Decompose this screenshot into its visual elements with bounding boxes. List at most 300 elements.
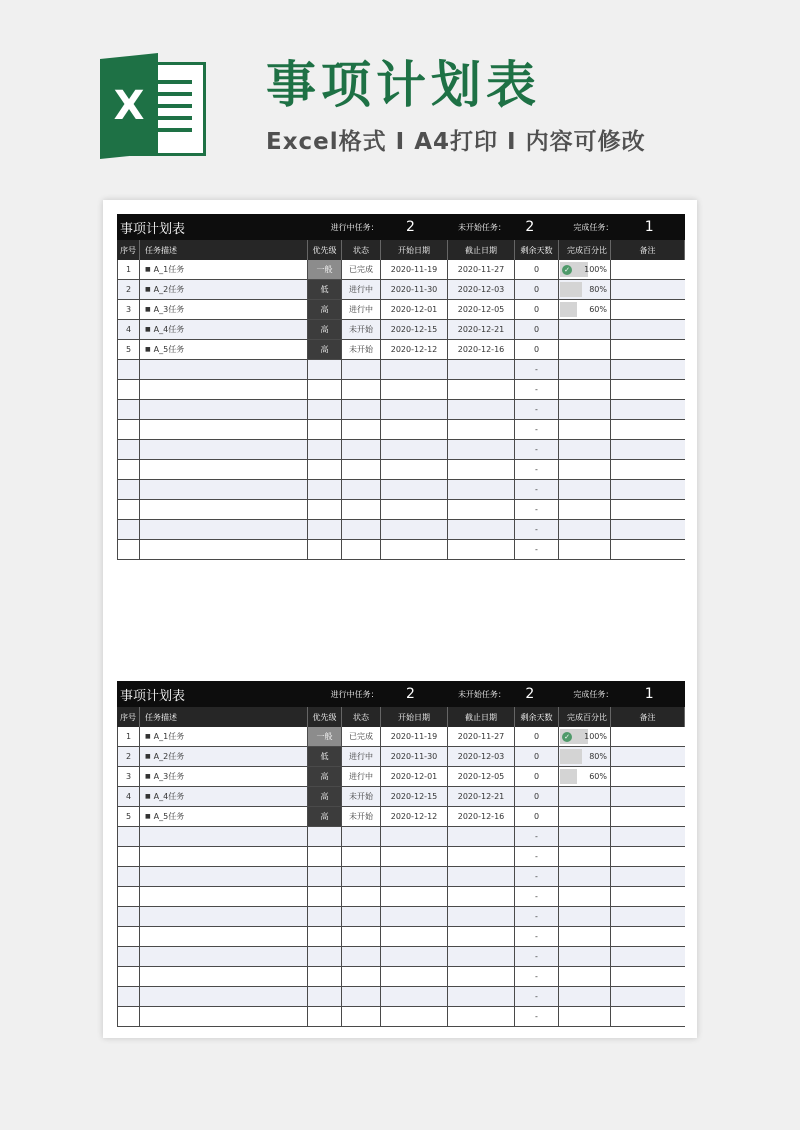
empty-cell[interactable] xyxy=(559,847,611,866)
empty-cell[interactable] xyxy=(448,987,515,1006)
empty-cell[interactable] xyxy=(117,540,140,559)
empty-cell[interactable] xyxy=(559,540,611,559)
priority-cell[interactable]: 一般 xyxy=(308,727,342,746)
empty-cell[interactable] xyxy=(559,1007,611,1026)
task-description-cell[interactable] xyxy=(140,767,308,786)
table-row xyxy=(117,340,685,360)
empty-cell[interactable]: - xyxy=(515,500,559,519)
empty-cell[interactable] xyxy=(308,520,342,539)
empty-cell[interactable]: - xyxy=(515,827,559,846)
bullet-icon: ■ xyxy=(145,773,151,780)
empty-cell[interactable] xyxy=(381,867,448,886)
empty-cell[interactable] xyxy=(381,1007,448,1026)
in-progress-label: 进行中任务： xyxy=(330,222,379,232)
empty-cell[interactable] xyxy=(308,927,342,946)
empty-cell[interactable] xyxy=(308,400,342,419)
table-row xyxy=(117,807,685,827)
empty-cell[interactable] xyxy=(559,440,611,459)
table-row xyxy=(117,320,685,340)
empty-cell[interactable] xyxy=(308,480,342,499)
empty-cell[interactable] xyxy=(342,907,381,926)
task-description-cell[interactable] xyxy=(140,320,308,339)
empty-cell[interactable] xyxy=(117,987,140,1006)
empty-cell[interactable] xyxy=(140,540,308,559)
bullet-icon: ■ xyxy=(145,346,151,353)
percent-complete-cell[interactable] xyxy=(559,280,611,299)
empty-cell[interactable] xyxy=(448,967,515,986)
empty-cell[interactable] xyxy=(140,867,308,886)
task-description: A_3任务 xyxy=(153,305,185,314)
end-date-cell[interactable]: 2020-11-27 xyxy=(448,727,515,746)
empty-cell[interactable] xyxy=(381,420,448,439)
empty-cell[interactable] xyxy=(611,1007,685,1026)
empty-cell[interactable] xyxy=(611,380,685,399)
empty-cell[interactable] xyxy=(381,887,448,906)
empty-cell[interactable] xyxy=(342,947,381,966)
empty-cell[interactable] xyxy=(342,500,381,519)
empty-cell[interactable] xyxy=(559,400,611,419)
empty-cell[interactable] xyxy=(117,360,140,379)
empty-cell[interactable] xyxy=(448,400,515,419)
empty-cell[interactable]: - xyxy=(515,360,559,379)
empty-cell[interactable] xyxy=(342,540,381,559)
row-index: 2 xyxy=(117,280,140,299)
status-cell[interactable]: 未开始 xyxy=(342,320,381,339)
empty-cell[interactable] xyxy=(559,987,611,1006)
remaining-days-cell: 0 xyxy=(515,300,559,319)
empty-cell[interactable] xyxy=(308,380,342,399)
task-description-cell[interactable] xyxy=(140,300,308,319)
task-description-cell[interactable] xyxy=(140,260,308,279)
start-date-cell[interactable]: 2020-12-15 xyxy=(381,320,448,339)
row-index: 4 xyxy=(117,320,140,339)
priority-cell[interactable]: 低 xyxy=(308,280,342,299)
empty-cell[interactable] xyxy=(448,927,515,946)
priority-cell[interactable]: 高 xyxy=(308,767,342,786)
empty-cell[interactable] xyxy=(448,500,515,519)
empty-cell[interactable]: - xyxy=(515,887,559,906)
notes-cell[interactable] xyxy=(611,787,685,806)
bullet-icon: ■ xyxy=(145,326,151,333)
empty-cell[interactable] xyxy=(308,847,342,866)
empty-cell[interactable] xyxy=(117,440,140,459)
priority-cell[interactable]: 低 xyxy=(308,747,342,766)
empty-cell[interactable] xyxy=(611,440,685,459)
not-started-label: 未开始任务： xyxy=(457,222,506,232)
empty-cell[interactable] xyxy=(611,987,685,1006)
empty-cell[interactable] xyxy=(308,967,342,986)
empty-cell[interactable] xyxy=(611,360,685,379)
notes-cell[interactable] xyxy=(611,260,685,279)
empty-cell[interactable]: - xyxy=(515,440,559,459)
empty-cell[interactable] xyxy=(611,907,685,926)
empty-cell[interactable] xyxy=(140,440,308,459)
bullet-icon: ■ xyxy=(145,813,151,820)
start-date-cell[interactable]: 2020-12-01 xyxy=(381,767,448,786)
empty-cell[interactable] xyxy=(611,927,685,946)
status-cell[interactable]: 进行中 xyxy=(342,747,381,766)
empty-cell[interactable]: - xyxy=(515,460,559,479)
status-cell[interactable]: 进行中 xyxy=(342,767,381,786)
percent-text: 80% xyxy=(589,752,607,761)
percent-complete-cell[interactable] xyxy=(559,300,611,319)
empty-cell[interactable] xyxy=(611,887,685,906)
percent-text: 80% xyxy=(589,285,607,294)
in-progress-count: 2 xyxy=(405,219,415,235)
task-description: A_5任务 xyxy=(153,812,185,821)
status-cell[interactable]: 进行中 xyxy=(342,280,381,299)
empty-cell[interactable] xyxy=(381,827,448,846)
empty-cell[interactable]: - xyxy=(515,1007,559,1026)
empty-cell[interactable] xyxy=(381,847,448,866)
empty-cell[interactable] xyxy=(308,1007,342,1026)
empty-cell[interactable] xyxy=(611,460,685,479)
empty-cell[interactable]: - xyxy=(515,540,559,559)
sheet-title: 事项计划表 xyxy=(120,221,186,237)
priority-cell[interactable]: 高 xyxy=(308,320,342,339)
empty-row xyxy=(117,967,685,987)
empty-cell[interactable] xyxy=(611,847,685,866)
empty-cell[interactable] xyxy=(140,400,308,419)
end-date-cell[interactable]: 2020-12-05 xyxy=(448,300,515,319)
empty-cell[interactable] xyxy=(308,867,342,886)
empty-cell[interactable] xyxy=(342,1007,381,1026)
empty-cell[interactable] xyxy=(448,420,515,439)
empty-cell[interactable] xyxy=(342,927,381,946)
empty-cell[interactable] xyxy=(448,540,515,559)
empty-cell[interactable] xyxy=(342,440,381,459)
task-description-cell[interactable] xyxy=(140,340,308,359)
end-date-cell[interactable]: 2020-12-03 xyxy=(448,280,515,299)
empty-cell[interactable] xyxy=(117,500,140,519)
priority-cell[interactable]: 高 xyxy=(308,787,342,806)
empty-cell[interactable] xyxy=(448,947,515,966)
notes-cell[interactable] xyxy=(611,340,685,359)
task-description: A_5任务 xyxy=(153,345,185,354)
status-cell[interactable]: 进行中 xyxy=(342,300,381,319)
empty-cell[interactable] xyxy=(611,947,685,966)
empty-cell[interactable] xyxy=(308,827,342,846)
header-start-date: 开始日期 xyxy=(381,240,448,260)
status-cell[interactable]: 未开始 xyxy=(342,807,381,826)
empty-cell[interactable] xyxy=(342,420,381,439)
empty-cell[interactable] xyxy=(381,907,448,926)
empty-cell[interactable] xyxy=(140,947,308,966)
empty-cell[interactable] xyxy=(117,887,140,906)
priority-cell[interactable]: 高 xyxy=(308,300,342,319)
empty-cell[interactable] xyxy=(381,947,448,966)
empty-cell[interactable] xyxy=(117,867,140,886)
end-date-cell[interactable]: 2020-12-16 xyxy=(448,340,515,359)
priority-cell[interactable]: 高 xyxy=(308,340,342,359)
empty-cell[interactable] xyxy=(140,380,308,399)
end-date-cell[interactable]: 2020-12-16 xyxy=(448,807,515,826)
empty-cell[interactable] xyxy=(381,440,448,459)
empty-cell[interactable] xyxy=(611,480,685,499)
notes-cell[interactable] xyxy=(611,320,685,339)
end-date-cell[interactable]: 2020-11-27 xyxy=(448,260,515,279)
empty-cell[interactable] xyxy=(140,927,308,946)
empty-cell[interactable] xyxy=(611,967,685,986)
empty-row xyxy=(117,947,685,967)
empty-cell[interactable] xyxy=(559,867,611,886)
empty-cell[interactable] xyxy=(611,500,685,519)
banner xyxy=(0,0,800,180)
header-percent-complete: 完成百分比 xyxy=(559,707,611,727)
empty-cell[interactable] xyxy=(342,460,381,479)
notes-cell[interactable] xyxy=(611,807,685,826)
empty-cell[interactable]: - xyxy=(515,480,559,499)
empty-cell[interactable] xyxy=(559,500,611,519)
end-date-cell[interactable]: 2020-12-03 xyxy=(448,747,515,766)
empty-cell[interactable]: - xyxy=(515,927,559,946)
task-description-cell[interactable] xyxy=(140,280,308,299)
end-date-cell[interactable]: 2020-12-21 xyxy=(448,320,515,339)
end-date-cell[interactable]: 2020-12-21 xyxy=(448,787,515,806)
task-description: A_2任务 xyxy=(153,285,185,294)
task-description: A_3任务 xyxy=(153,772,185,781)
start-date-cell[interactable]: 2020-12-15 xyxy=(381,787,448,806)
empty-cell[interactable]: - xyxy=(515,947,559,966)
empty-cell[interactable] xyxy=(117,827,140,846)
empty-cell[interactable] xyxy=(611,540,685,559)
empty-cell[interactable] xyxy=(559,827,611,846)
start-date-cell[interactable]: 2020-12-01 xyxy=(381,300,448,319)
sheet-title: 事项计划表 xyxy=(120,688,186,704)
empty-cell[interactable] xyxy=(559,887,611,906)
empty-cell[interactable] xyxy=(140,420,308,439)
empty-cell[interactable] xyxy=(381,927,448,946)
empty-cell[interactable]: - xyxy=(515,520,559,539)
empty-cell[interactable] xyxy=(140,1007,308,1026)
table-row xyxy=(117,767,685,787)
empty-cell[interactable] xyxy=(611,420,685,439)
empty-cell[interactable] xyxy=(140,827,308,846)
priority-cell[interactable]: 高 xyxy=(308,807,342,826)
start-date-cell[interactable]: 2020-12-12 xyxy=(381,340,448,359)
remaining-days-cell: 0 xyxy=(515,787,559,806)
empty-cell[interactable] xyxy=(381,380,448,399)
empty-cell[interactable] xyxy=(140,907,308,926)
percent-complete-cell[interactable] xyxy=(559,340,611,359)
empty-cell[interactable] xyxy=(381,500,448,519)
empty-cell[interactable] xyxy=(308,540,342,559)
empty-cell[interactable] xyxy=(140,460,308,479)
empty-cell[interactable] xyxy=(342,967,381,986)
empty-cell[interactable] xyxy=(448,380,515,399)
percent-complete-cell[interactable] xyxy=(559,747,611,766)
empty-cell[interactable] xyxy=(381,967,448,986)
status-cell[interactable]: 已完成 xyxy=(342,727,381,746)
empty-row xyxy=(117,907,685,927)
empty-cell[interactable] xyxy=(308,987,342,1006)
empty-cell[interactable] xyxy=(140,480,308,499)
priority-cell[interactable]: 一般 xyxy=(308,260,342,279)
empty-cell[interactable] xyxy=(342,400,381,419)
empty-cell[interactable] xyxy=(559,520,611,539)
empty-cell[interactable] xyxy=(117,460,140,479)
empty-cell[interactable] xyxy=(117,480,140,499)
notes-cell[interactable] xyxy=(611,280,685,299)
empty-row xyxy=(117,400,685,420)
empty-cell[interactable] xyxy=(117,927,140,946)
empty-cell[interactable] xyxy=(448,827,515,846)
empty-cell[interactable] xyxy=(342,380,381,399)
empty-cell[interactable] xyxy=(117,420,140,439)
empty-cell[interactable] xyxy=(448,1007,515,1026)
empty-cell[interactable] xyxy=(342,987,381,1006)
empty-row xyxy=(117,420,685,440)
empty-cell[interactable] xyxy=(342,827,381,846)
start-date-cell[interactable]: 2020-11-19 xyxy=(381,260,448,279)
bullet-icon: ■ xyxy=(145,793,151,800)
row-index: 4 xyxy=(117,787,140,806)
empty-row xyxy=(117,440,685,460)
empty-cell[interactable] xyxy=(448,867,515,886)
task-description-cell[interactable] xyxy=(140,807,308,826)
empty-cell[interactable] xyxy=(117,847,140,866)
empty-row xyxy=(117,480,685,500)
empty-row xyxy=(117,380,685,400)
empty-cell[interactable]: - xyxy=(515,907,559,926)
task-description-cell[interactable] xyxy=(140,747,308,766)
empty-cell[interactable] xyxy=(308,500,342,519)
empty-cell[interactable] xyxy=(559,380,611,399)
empty-cell[interactable] xyxy=(381,540,448,559)
empty-cell[interactable] xyxy=(117,380,140,399)
percent-complete-cell[interactable] xyxy=(559,787,611,806)
header-status: 状态 xyxy=(342,240,381,260)
empty-row xyxy=(117,827,685,847)
empty-cell[interactable] xyxy=(559,460,611,479)
row-index: 2 xyxy=(117,747,140,766)
empty-cell[interactable] xyxy=(559,907,611,926)
empty-cell[interactable] xyxy=(611,520,685,539)
remaining-days-cell: 0 xyxy=(515,320,559,339)
notes-cell[interactable] xyxy=(611,727,685,746)
empty-cell[interactable] xyxy=(381,400,448,419)
notes-cell[interactable] xyxy=(611,747,685,766)
empty-cell[interactable] xyxy=(117,400,140,419)
empty-cell[interactable]: - xyxy=(515,967,559,986)
percent-complete-cell[interactable] xyxy=(559,320,611,339)
empty-cell[interactable] xyxy=(342,360,381,379)
empty-cell[interactable] xyxy=(140,520,308,539)
empty-cell[interactable] xyxy=(448,887,515,906)
empty-cell[interactable] xyxy=(611,827,685,846)
empty-cell[interactable] xyxy=(308,947,342,966)
empty-cell[interactable] xyxy=(381,987,448,1006)
empty-cell[interactable] xyxy=(117,907,140,926)
start-date-cell[interactable]: 2020-11-19 xyxy=(381,727,448,746)
empty-cell[interactable] xyxy=(559,947,611,966)
status-cell[interactable]: 已完成 xyxy=(342,260,381,279)
empty-cell[interactable] xyxy=(140,887,308,906)
empty-cell[interactable] xyxy=(308,907,342,926)
empty-cell[interactable] xyxy=(448,480,515,499)
empty-cell[interactable] xyxy=(448,460,515,479)
empty-cell[interactable] xyxy=(448,440,515,459)
task-description-cell[interactable] xyxy=(140,727,308,746)
empty-cell[interactable] xyxy=(117,1007,140,1026)
empty-cell[interactable] xyxy=(140,847,308,866)
progress-bar xyxy=(560,749,582,764)
empty-cell[interactable] xyxy=(140,967,308,986)
empty-cell[interactable] xyxy=(308,420,342,439)
empty-cell[interactable] xyxy=(342,847,381,866)
empty-cell[interactable] xyxy=(381,360,448,379)
task-description-cell[interactable] xyxy=(140,787,308,806)
empty-cell[interactable] xyxy=(308,887,342,906)
empty-cell[interactable] xyxy=(140,500,308,519)
empty-cell[interactable] xyxy=(559,480,611,499)
remaining-days-cell: 0 xyxy=(515,747,559,766)
status-cell[interactable]: 未开始 xyxy=(342,340,381,359)
empty-row xyxy=(117,1007,685,1027)
start-date-cell[interactable]: 2020-11-30 xyxy=(381,280,448,299)
empty-row xyxy=(117,847,685,867)
empty-cell[interactable] xyxy=(448,907,515,926)
empty-cell[interactable] xyxy=(342,887,381,906)
start-date-cell[interactable]: 2020-12-12 xyxy=(381,807,448,826)
empty-cell[interactable] xyxy=(381,520,448,539)
task-description: A_1任务 xyxy=(153,265,185,274)
empty-cell[interactable] xyxy=(381,460,448,479)
start-date-cell[interactable]: 2020-11-30 xyxy=(381,747,448,766)
percent-complete-cell[interactable] xyxy=(559,807,611,826)
header-index: 序号 xyxy=(117,240,140,260)
empty-cell[interactable] xyxy=(448,847,515,866)
empty-cell[interactable] xyxy=(140,987,308,1006)
empty-cell[interactable] xyxy=(381,480,448,499)
empty-cell[interactable] xyxy=(117,947,140,966)
empty-cell[interactable] xyxy=(448,520,515,539)
notes-cell[interactable] xyxy=(611,767,685,786)
header-start-date: 开始日期 xyxy=(381,707,448,727)
empty-cell[interactable] xyxy=(342,867,381,886)
empty-cell[interactable]: - xyxy=(515,380,559,399)
percent-complete-cell[interactable] xyxy=(559,767,611,786)
empty-cell[interactable] xyxy=(308,460,342,479)
percent-complete-cell[interactable] xyxy=(559,260,611,279)
empty-cell[interactable] xyxy=(559,360,611,379)
empty-cell[interactable] xyxy=(117,520,140,539)
header-percent-complete: 完成百分比 xyxy=(559,240,611,260)
empty-cell[interactable] xyxy=(308,440,342,459)
empty-cell[interactable]: - xyxy=(515,420,559,439)
status-cell[interactable]: 未开始 xyxy=(342,787,381,806)
percent-complete-cell[interactable] xyxy=(559,727,611,746)
end-date-cell[interactable]: 2020-12-05 xyxy=(448,767,515,786)
empty-cell[interactable]: - xyxy=(515,867,559,886)
empty-cell[interactable]: - xyxy=(515,847,559,866)
empty-cell[interactable]: - xyxy=(515,400,559,419)
empty-cell[interactable] xyxy=(611,400,685,419)
empty-cell[interactable] xyxy=(559,420,611,439)
notes-cell[interactable] xyxy=(611,300,685,319)
plan-table xyxy=(117,214,685,560)
empty-cell[interactable] xyxy=(448,360,515,379)
empty-cell[interactable] xyxy=(140,360,308,379)
empty-cell[interactable] xyxy=(342,480,381,499)
empty-cell[interactable] xyxy=(308,360,342,379)
empty-cell[interactable] xyxy=(611,867,685,886)
empty-cell[interactable] xyxy=(559,927,611,946)
empty-cell[interactable] xyxy=(117,967,140,986)
empty-cell[interactable] xyxy=(342,520,381,539)
empty-cell[interactable] xyxy=(559,967,611,986)
empty-cell[interactable]: - xyxy=(515,987,559,1006)
